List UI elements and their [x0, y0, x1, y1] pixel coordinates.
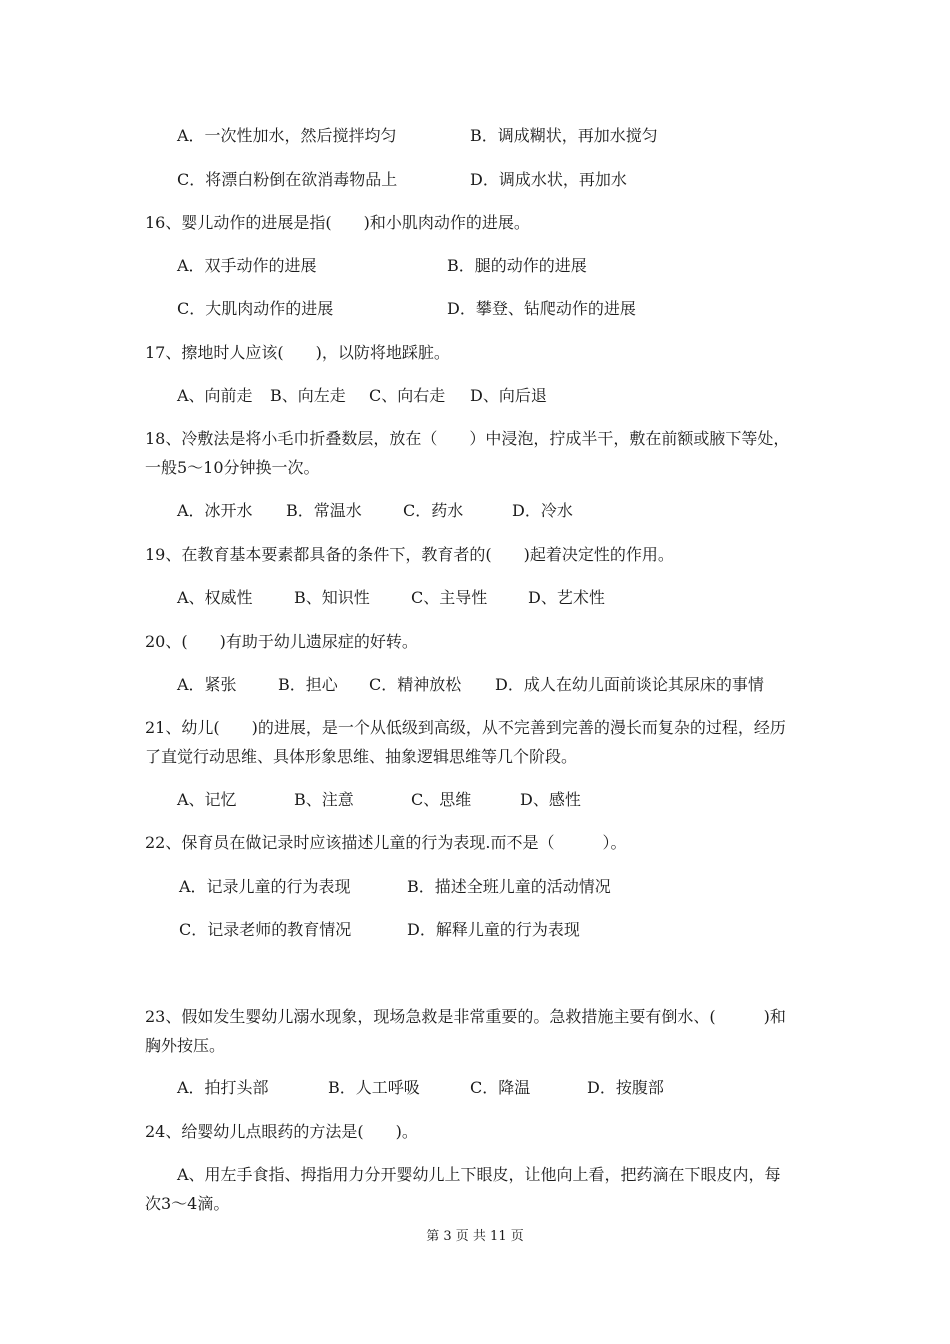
q18-option-b: B．常温水	[286, 501, 362, 520]
question-21-line-2: 了直觉行动思维、具体形象思维、抽象逻辑思维等几个阶段。	[145, 747, 578, 766]
q18-option-c: C．药水	[403, 501, 464, 520]
q21-option-d: D、感性	[520, 790, 581, 809]
q20-option-b: B．担心	[278, 675, 338, 694]
q16-option-d: D．攀登、钻爬动作的进展	[447, 299, 636, 318]
q24-option-a-line-2: 次3～4滴。	[145, 1194, 230, 1213]
q18-option-a: A．冰开水	[177, 501, 253, 520]
q20-option-c: C．精神放松	[369, 675, 462, 694]
question-19: 19、在教育基本要素都具备的条件下，教育者的( )起着决定性的作用。	[145, 545, 674, 564]
q22-option-b: B．描述全班儿童的活动情况	[407, 877, 611, 896]
q20-option-d: D．成人在幼儿面前谈论其尿床的事情	[495, 675, 764, 694]
q17-option-c: C、向右走	[369, 386, 446, 405]
q16-option-b: B．腿的动作的进展	[447, 256, 587, 275]
q17-option-b: B、向左走	[270, 386, 346, 405]
question-22: 22、保育员在做记录时应该描述儿童的行为表现.而不是（ ）。	[145, 833, 627, 852]
q16-option-c: C．大肌肉动作的进展	[177, 299, 334, 318]
q21-option-a: A、记忆	[177, 790, 237, 809]
q19-option-d: D、艺术性	[528, 588, 605, 607]
q23-option-a: A．拍打头部	[177, 1078, 269, 1097]
question-23-line-1: 23、假如发生婴幼儿溺水现象，现场急救是非常重要的。急救措施主要有倒水、( )和	[145, 1007, 786, 1026]
q17-option-d: D、向后退	[470, 386, 547, 405]
q24-option-a-line-1: A、用左手食指、拇指用力分开婴幼儿上下眼皮，让他向上看，把药滴在下眼皮内，每	[177, 1165, 781, 1184]
q23-option-d: D．按腹部	[587, 1078, 664, 1097]
q22-option-c: C．记录老师的教育情况	[179, 920, 352, 939]
question-20: 20、( )有助于幼儿遗尿症的好转。	[145, 632, 418, 651]
question-21-line-1: 21、幼儿( )的进展，是一个从低级到高级，从不完善到完善的漫长而复杂的过程，经历	[145, 718, 786, 737]
question-18-line-1: 18、冷敷法是将小毛巾折叠数层，放在（ ）中浸泡，拧成半干，敷在前额或腋下等处，	[145, 429, 790, 448]
question-23-line-2: 胸外按压。	[145, 1036, 226, 1055]
q22-option-a: A．记录儿童的行为表现	[179, 877, 351, 896]
q23-option-c: C．降温	[470, 1078, 531, 1097]
q22-option-d: D．解释儿童的行为表现	[407, 920, 580, 939]
q15-option-a: A．一次性加水，然后搅拌均匀	[177, 126, 397, 145]
q21-option-c: C、思维	[411, 790, 472, 809]
q19-option-a: A、权威性	[177, 588, 253, 607]
q23-option-b: B．人工呼吸	[328, 1078, 420, 1097]
q18-option-d: D．冷水	[512, 501, 573, 520]
q16-option-a: A．双手动作的进展	[177, 256, 317, 275]
q15-option-c: C．将漂白粉倒在欲消毒物品上	[177, 170, 398, 189]
q19-option-c: C、主导性	[411, 588, 488, 607]
question-17: 17、擦地时人应该( )，以防将地踩脏。	[145, 343, 450, 362]
page-footer: 第 3 页 共 11 页	[426, 1229, 524, 1244]
q15-option-d: D．调成水状，再加水	[470, 170, 627, 189]
question-24: 24、给婴幼儿点眼药的方法是( )。	[145, 1122, 418, 1141]
question-18-line-2: 一般5～10分钟换一次。	[145, 458, 320, 477]
q15-option-b: B．调成糊状，再加水搅匀	[470, 126, 658, 145]
question-16: 16、婴儿动作的进展是指( )和小肌肉动作的进展。	[145, 213, 530, 232]
q20-option-a: A．紧张	[177, 675, 237, 694]
q17-option-a: A、向前走	[177, 386, 253, 405]
q19-option-b: B、知识性	[294, 588, 370, 607]
q21-option-b: B、注意	[294, 790, 354, 809]
